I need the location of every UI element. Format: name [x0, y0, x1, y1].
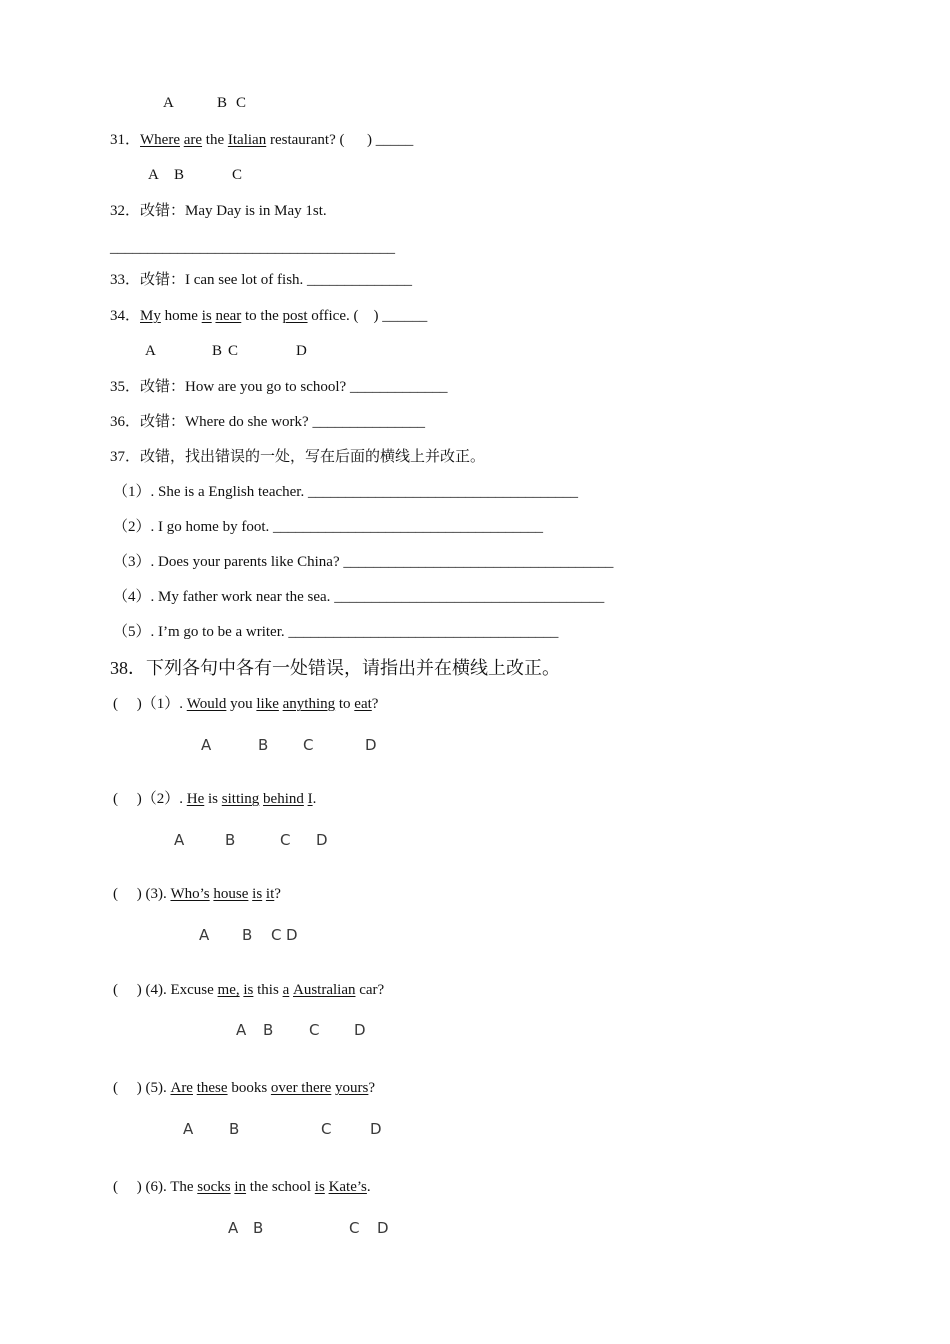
q34-answer-blank: ______ [382, 308, 428, 324]
q31-underlined-c: Italian [227, 132, 267, 148]
q38-item-3 [113, 884, 281, 904]
q37-item-text: （4）. My father work near the sea. [113, 589, 335, 605]
option-letter-c: C [303, 736, 314, 754]
q34-underlined-c: near [215, 308, 242, 324]
underlined-option-c: over there [270, 1080, 332, 1096]
q31-underlined-b: are [183, 132, 203, 148]
option-letter-d: D [286, 926, 298, 944]
q34-option-a: A [145, 343, 156, 359]
underlined-option-a: Who’s [170, 886, 210, 902]
underlined-option-b: is [243, 982, 254, 998]
q34-underlined-d: post [282, 308, 308, 324]
q37-item-blank: ____________________________________ [334, 589, 605, 605]
sentence-text: ? [371, 696, 379, 712]
option-letter-b: B [258, 736, 269, 754]
underlined-option-a: He [186, 791, 205, 807]
underlined-option-d: eat [354, 696, 372, 712]
q35-text: 35．改错：How are you go to school? [110, 379, 350, 395]
q30-option-a: A [163, 95, 174, 111]
sentence-text: the school [246, 1179, 315, 1195]
option-letter-d: D [365, 736, 377, 754]
q38-item-prefix: ( )（1）. [113, 696, 187, 712]
option-letter-c: C [321, 1120, 332, 1138]
question-37-title [110, 447, 485, 467]
q35-answer-blank: _____________ [349, 379, 448, 395]
q38-item-prefix: ( )（2）. [113, 791, 187, 807]
q34-text: home [160, 308, 202, 324]
q31-option-b: B [174, 167, 185, 183]
underlined-option-b: in [234, 1179, 247, 1195]
underlined-option-a: Would [186, 696, 227, 712]
sentence-text: ? [274, 886, 281, 902]
option-letter-b: B [229, 1120, 240, 1138]
q37-item-text: （3）. Does your parents like China? [113, 554, 344, 570]
question-36 [110, 412, 425, 432]
underlined-option-a: me, [217, 982, 240, 998]
underlined-option-d: I [307, 791, 313, 807]
q38-item-prefix: ( ) (5). [113, 1080, 171, 1096]
question-33 [110, 270, 412, 290]
q34-option-b: B [212, 343, 223, 359]
underlined-option-b: like [256, 696, 279, 712]
underlined-option-b: house [213, 886, 249, 902]
underlined-option-b: sitting [221, 791, 260, 807]
sentence-text: . [366, 1179, 371, 1195]
q34-number: 34． [110, 308, 141, 324]
sentence-text: this [253, 982, 283, 998]
q34-underlined-a: My [140, 308, 161, 324]
underlined-option-c: behind [263, 791, 304, 807]
question-34 [110, 306, 427, 326]
q38-item-2 [113, 789, 316, 809]
option-letter-a: A [201, 736, 212, 754]
sentence-text: . [312, 791, 317, 807]
option-letter-a: A [174, 831, 185, 849]
q32-text: 32．改错：May Day is in May 1st. [110, 203, 327, 219]
q34-option-c: C [228, 343, 239, 359]
underlined-option-c: is [252, 886, 263, 902]
q38-item-prefix: ( ) (3). [113, 886, 171, 902]
option-letter-c: C [349, 1219, 360, 1237]
option-letter-c: C [309, 1021, 320, 1039]
q37-item-4 [113, 587, 604, 607]
q37-item-2 [113, 517, 543, 537]
q30-option-b: B [217, 95, 228, 111]
option-letter-b: B [225, 831, 236, 849]
sentence-text: books [227, 1080, 271, 1096]
underlined-option-d: it [265, 886, 275, 902]
q37-item-blank: ____________________________________ [272, 519, 543, 535]
q37-item-blank: ____________________________________ [343, 554, 614, 570]
question-35 [110, 377, 447, 397]
q34-text: to the [241, 308, 283, 324]
q38-item-prefix: ( ) (6). The [113, 1179, 198, 1195]
q38-item-6 [113, 1177, 371, 1197]
q36-answer-blank: _______________ [312, 414, 425, 430]
q31-option-a: A [148, 167, 159, 183]
sentence-text: car? [355, 982, 385, 998]
question-31 [110, 130, 413, 150]
underlined-option-d: Kate’s [328, 1179, 367, 1195]
q31-number: 31． [110, 132, 141, 148]
q38-item-5 [113, 1078, 375, 1098]
q37-item-1 [113, 482, 578, 502]
option-letter-a: A [236, 1021, 247, 1039]
underlined-option-a: socks [197, 1179, 231, 1195]
q33-answer-blank: ______________ [307, 272, 413, 288]
q31-answer-blank: _____ [375, 132, 414, 148]
option-letter-c: C [280, 831, 291, 849]
underlined-option-d: yours [335, 1080, 369, 1096]
option-letter-b: B [253, 1219, 264, 1237]
q32-answer-blank: ______________________________________ [110, 240, 395, 256]
q31-text: restaurant? ( ) [266, 132, 376, 148]
option-letter-d: D [370, 1120, 382, 1138]
q31-option-c: C [232, 167, 243, 183]
q37-item-blank: ____________________________________ [288, 624, 559, 640]
q37-item-text: （2）. I go home by foot. [113, 519, 273, 535]
option-letter-b: B [263, 1021, 274, 1039]
underlined-option-c: a [282, 982, 290, 998]
underlined-option-c: anything [282, 696, 336, 712]
q37-title-text: 37．改错，找出错误的一处，写在后面的横线上并改正。 [110, 449, 486, 465]
q38-item-1 [113, 694, 378, 714]
q37-item-blank: ____________________________________ [307, 484, 578, 500]
option-letter-d: D [354, 1021, 366, 1039]
q33-text: 33．改错：I can see lot of fish. [110, 272, 308, 288]
sentence-text: you [226, 696, 257, 712]
q37-item-3 [113, 552, 613, 572]
q31-underlined-a: Where [140, 132, 180, 148]
q31-text: the [202, 132, 228, 148]
q36-text: 36．改错：Where do she work? [110, 414, 313, 430]
underlined-option-c: is [314, 1179, 325, 1195]
q34-option-d: D [296, 343, 307, 359]
q37-item-text: （1）. She is a English teacher. [113, 484, 308, 500]
question-32 [110, 201, 327, 221]
q37-item-text: （5）. I’m go to be a writer. [113, 624, 289, 640]
sentence-text: ? [368, 1080, 376, 1096]
option-letter-d: D [377, 1219, 389, 1237]
q38-item-prefix: ( ) (4). Excuse [113, 982, 218, 998]
q38-title-text: 38．下列各句中各有一处错误，请指出并在横线上改正。 [110, 658, 560, 678]
underlined-option-b: these [196, 1080, 228, 1096]
option-letter-a: A [228, 1219, 239, 1237]
option-letter-c: C [271, 926, 282, 944]
question-38-title [110, 656, 560, 680]
q37-item-5 [113, 622, 558, 642]
option-letter-a: A [199, 926, 210, 944]
sentence-text: is [204, 791, 222, 807]
option-letter-d: D [316, 831, 328, 849]
underlined-option-a: Are [170, 1080, 193, 1096]
q34-underlined-b: is [201, 308, 212, 324]
q38-item-4 [113, 980, 384, 1000]
underlined-option-d: Australian [293, 982, 356, 998]
option-letter-a: A [183, 1120, 194, 1138]
q30-option-c: C [236, 95, 247, 111]
q32-answer-line [110, 238, 395, 258]
sentence-text: to [335, 696, 355, 712]
q34-text: office. ( ) [307, 308, 383, 324]
option-letter-b: B [242, 926, 253, 944]
